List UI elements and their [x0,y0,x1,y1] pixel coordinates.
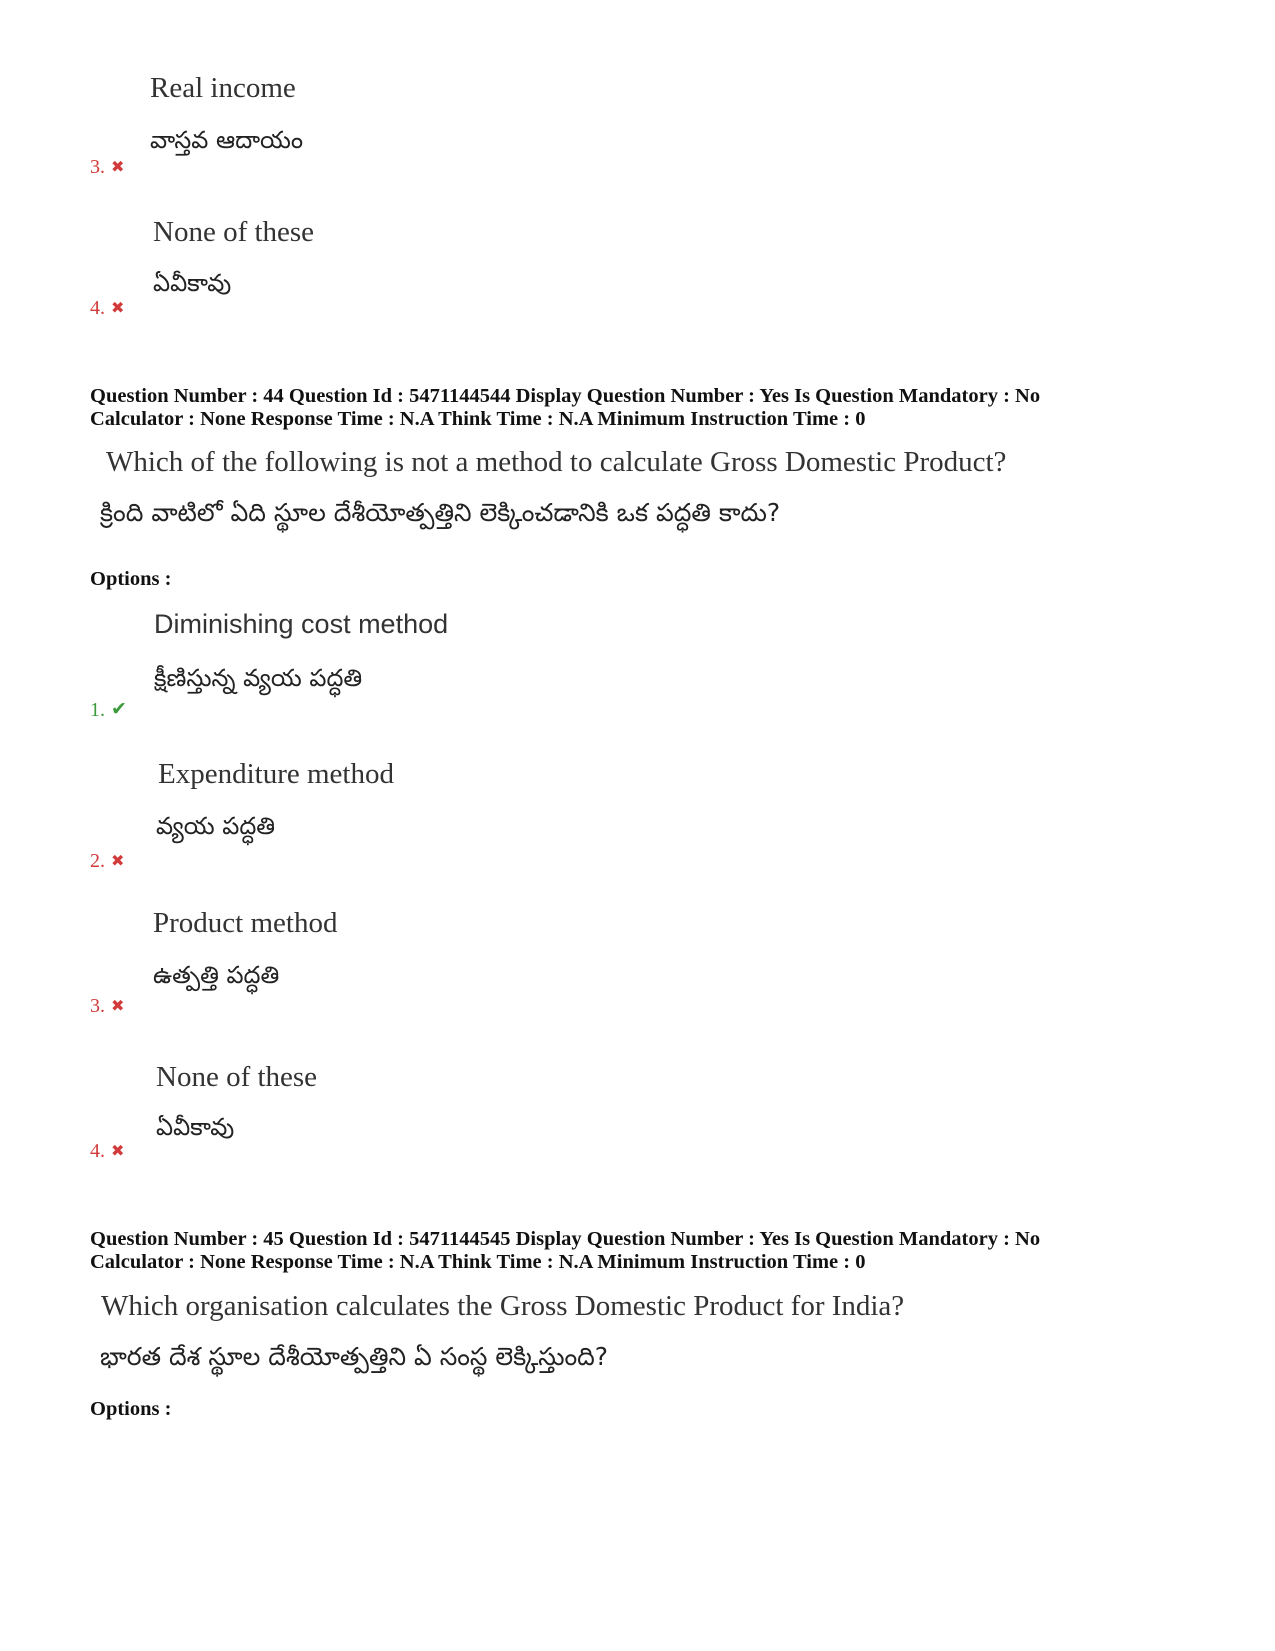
cross-icon: ✖ [111,1143,125,1160]
question-meta-line-1: Question Number : 44 Question Id : 5471144544 Display Question Number : Yes Is Question Mandatory : No [90,385,1041,407]
option-telugu-text: ఏవీకావు [156,1113,235,1141]
question-meta-line-2: Calculator : None Response Time : N.A Think Time : N.A Minimum Instruction Time : 0 [90,1251,866,1273]
option-telugu-text: ఉత్పత్తి పద్ధతి [153,961,280,989]
option-telugu-text: వ్యయ పద్ధతి [156,812,276,840]
option-english-text: Diminishing cost method [154,609,449,639]
option-number-label: 2. [90,850,105,872]
option-number-label: 4. [90,297,105,319]
options-label: Options : [90,568,172,590]
cross-icon: ✖ [111,998,125,1015]
question-english-text: Which of the following is not a method to calculate Gross Domestic Product? [106,446,1007,478]
option-number-4 [90,1140,124,1163]
option-number-3 [90,995,124,1018]
option-number-2 [90,850,124,873]
option-telugu-text: వాస్తవ ఆదాయం [150,126,304,154]
cross-icon: ✖ [111,159,125,176]
option-number-label: 1. [90,699,105,721]
check-icon: ✔ [111,699,127,720]
options-label: Options : [90,1398,172,1420]
option-english-text: None of these [153,216,315,248]
option-telugu-text: ఏవీకావు [153,269,232,297]
cross-icon: ✖ [111,300,125,317]
question-meta-line-2: Calculator : None Response Time : N.A Think Time : N.A Minimum Instruction Time : 0 [90,408,866,430]
option-english-text: Expenditure method [158,758,394,790]
question-telugu-text: క్రింది వాటిలో ఏది స్థూల దేశీయోత్పత్తిని లెక్కించడానికి ఒక పద్ధతి కాదు? [100,498,781,527]
option-english-text: Real income [150,72,296,104]
option-number-3 [90,156,124,179]
option-number-label: 4. [90,1140,105,1162]
option-number-1 [90,698,127,722]
question-telugu-text: భారత దేశ స్థూల దేశీయోత్పత్తిని ఏ సంస్థ లెక్కిస్తుంది? [100,1342,609,1371]
option-english-text: None of these [156,1061,318,1093]
option-number-label: 3. [90,995,105,1017]
option-number-4 [90,297,124,320]
question-english-text: Which organisation calculates the Gross Domestic Product for India? [101,1290,905,1322]
option-number-label: 3. [90,156,105,178]
question-meta-line-1: Question Number : 45 Question Id : 5471144545 Display Question Number : Yes Is Question Mandatory : No [90,1228,1041,1250]
cross-icon: ✖ [111,853,125,870]
option-english-text: Product method [153,907,338,939]
option-telugu-text: క్షీణిస్తున్న వ్యయ పద్ధతి [154,664,363,692]
